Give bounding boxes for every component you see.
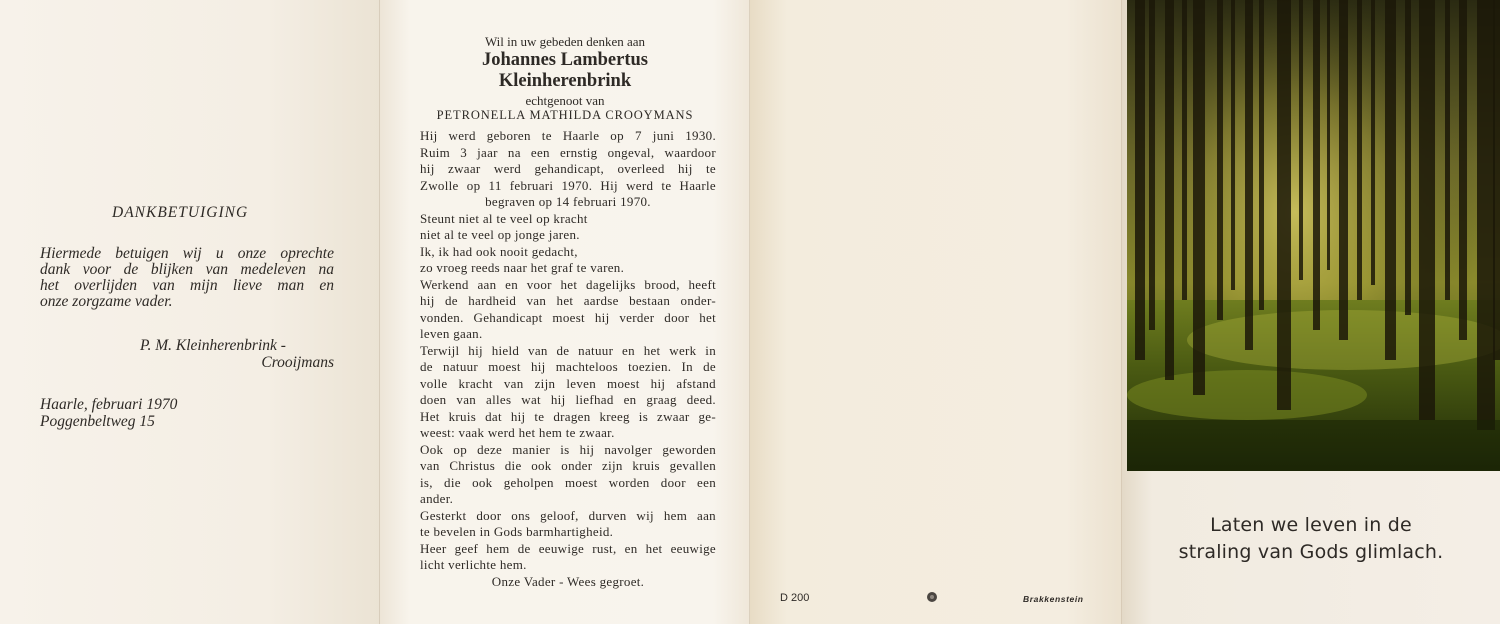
tree-trunk	[1149, 0, 1155, 330]
place-and-address	[40, 396, 177, 430]
thanks-panel	[0, 0, 380, 624]
memorial-text-line: Ook op deze manier is hij navolger geworden	[420, 441, 716, 457]
memorial-text-line: niet al te veel op jonge jaren.	[420, 227, 580, 242]
quote-line1: Laten we leven in de	[1210, 514, 1412, 536]
memorial-text-line: Heer geef hem de eeuwige rust, en het eeuwige	[420, 540, 716, 556]
spouse-of-label: echtgenoot van	[525, 93, 605, 108]
memorial-text-line: de natuur moest hij machteloos toezien. In de	[420, 359, 716, 374]
deceased-name-line2: Kleinherenbrink	[498, 71, 632, 91]
tree-trunk	[1277, 0, 1291, 410]
memorial-text	[420, 128, 716, 590]
place-date: Haarle, februari 1970	[40, 396, 178, 413]
tree-trunk	[1259, 0, 1264, 310]
deceased-name	[380, 50, 750, 92]
memorial-text-line: Ik, ik had ook nooit gedacht,	[420, 243, 578, 259]
memorial-text-line: Terwijl hij hield van de natuur en het werk in	[420, 342, 716, 358]
tree-trunk	[1165, 0, 1174, 380]
quote-line2: straling van Gods glimlach.	[1178, 541, 1444, 563]
tree-trunk	[1193, 0, 1205, 395]
tree-trunk	[1231, 0, 1235, 290]
thanks-line: onze zorgzame vader.	[40, 293, 173, 310]
deceased-name-line1: Johannes Lambertus	[481, 50, 648, 70]
memorial-text-line: hij zwaar werd gehandicapt, overleed hij te	[420, 161, 716, 176]
memorial-text-line: Werkend aan en voor het dagelijks brood, heeft	[420, 276, 716, 292]
memorial-text-line: hij de hardheid van het aardse bestaan onder-	[420, 293, 716, 308]
memorial-text-line: Ruim 3 jaar na een ernstig ongeval, waardoor	[420, 144, 716, 160]
thanks-line: dank voor de blijken van medeleven na	[40, 261, 334, 278]
tree-trunk	[1371, 0, 1375, 285]
memorial-text-line: Hij werd geboren te Haarle op 7 juni 1930.	[420, 128, 716, 143]
thanks-line: Hiermede betuigen wij u onze oprechte	[40, 245, 334, 262]
forest-photo	[1127, 0, 1500, 471]
memorial-text-line: volle kracht van zijn leven moest hij afstand	[420, 375, 716, 391]
memorial-text-line: weest: vaak werd het hem te zwaar.	[420, 425, 615, 440]
publisher-name: Brakkenstein	[1023, 594, 1084, 604]
signature	[40, 337, 334, 371]
memorial-text-line: van Christus die ook onder zijn kruis gevallen	[420, 458, 716, 473]
cover-panel	[1122, 0, 1500, 624]
forest-illustration	[1127, 0, 1500, 471]
tree-trunk	[1459, 0, 1467, 340]
spouse-name: PETRONELLA MATHILDA CROOYMANS	[436, 108, 694, 122]
memorial-text-line: Steunt niet al te veel op kracht	[420, 210, 588, 226]
tree-trunk	[1445, 0, 1450, 300]
memorial-text-line: licht verlichte hem.	[420, 557, 527, 572]
tree-trunk	[1217, 0, 1223, 320]
tree-trunk	[1245, 0, 1253, 350]
memorial-text-line: Onze Vader - Wees gegroet.	[491, 573, 645, 589]
tree-trunk	[1477, 0, 1495, 430]
publisher-logo-icon	[927, 592, 937, 602]
address: Poggenbeltweg 15	[40, 413, 155, 430]
memorial-panel	[380, 0, 750, 624]
memorial-text-line: te bevelen in Gods barmhartigheid.	[420, 524, 614, 539]
tree-trunk	[1339, 0, 1348, 340]
memorial-text-line: is, die ook geholpen moest worden door een	[420, 474, 716, 490]
tree-trunk	[1327, 0, 1330, 270]
memorial-text-line: Zwolle op 11 februari 1970. Hij werd te Haarle	[420, 177, 716, 193]
thanks-line: het overlijden van mijn lieve man en	[40, 277, 334, 294]
memorial-text-line: ander.	[420, 491, 454, 506]
tree-trunk	[1135, 0, 1145, 360]
memorial-text-line: vonden. Gehandicapt moest hij verder door het	[420, 309, 716, 325]
memorial-text-line: begraven op 14 februari 1970.	[485, 194, 651, 209]
signature-maiden-name: Crooijmans	[261, 354, 334, 371]
tree-trunk	[1419, 0, 1435, 420]
tree-trunk	[1385, 0, 1396, 360]
cover-quote	[1122, 512, 1500, 566]
thanks-text	[40, 246, 334, 310]
memorial-text-line: doen van alles wat hij liefhad en graag deed.	[420, 392, 716, 407]
card-code: D 200	[780, 592, 810, 604]
memorial-text-line: Het kruis dat hij te dragen kreeg is zwaar ge-	[420, 408, 716, 424]
memorial-text-line: leven gaan.	[420, 326, 483, 341]
memorial-intro: Wil in uw gebeden denken aan	[484, 34, 646, 49]
memorial-text-line: Gesterkt door ons geloof, durven wij hem aan	[420, 507, 716, 523]
signature-name: P. M. Kleinherenbrink -	[140, 337, 286, 354]
memorial-text-line: zo vroeg reeds naar het graf te varen.	[420, 260, 625, 275]
back-panel	[750, 0, 1122, 624]
tree-trunk	[1313, 0, 1320, 330]
tree-trunk	[1493, 0, 1500, 360]
tree-trunk	[1405, 0, 1411, 315]
thanks-title: DANKBETUIGING	[112, 204, 249, 221]
tree-trunk	[1357, 0, 1362, 300]
tree-trunk	[1182, 0, 1187, 300]
tree-trunk	[1299, 0, 1303, 280]
